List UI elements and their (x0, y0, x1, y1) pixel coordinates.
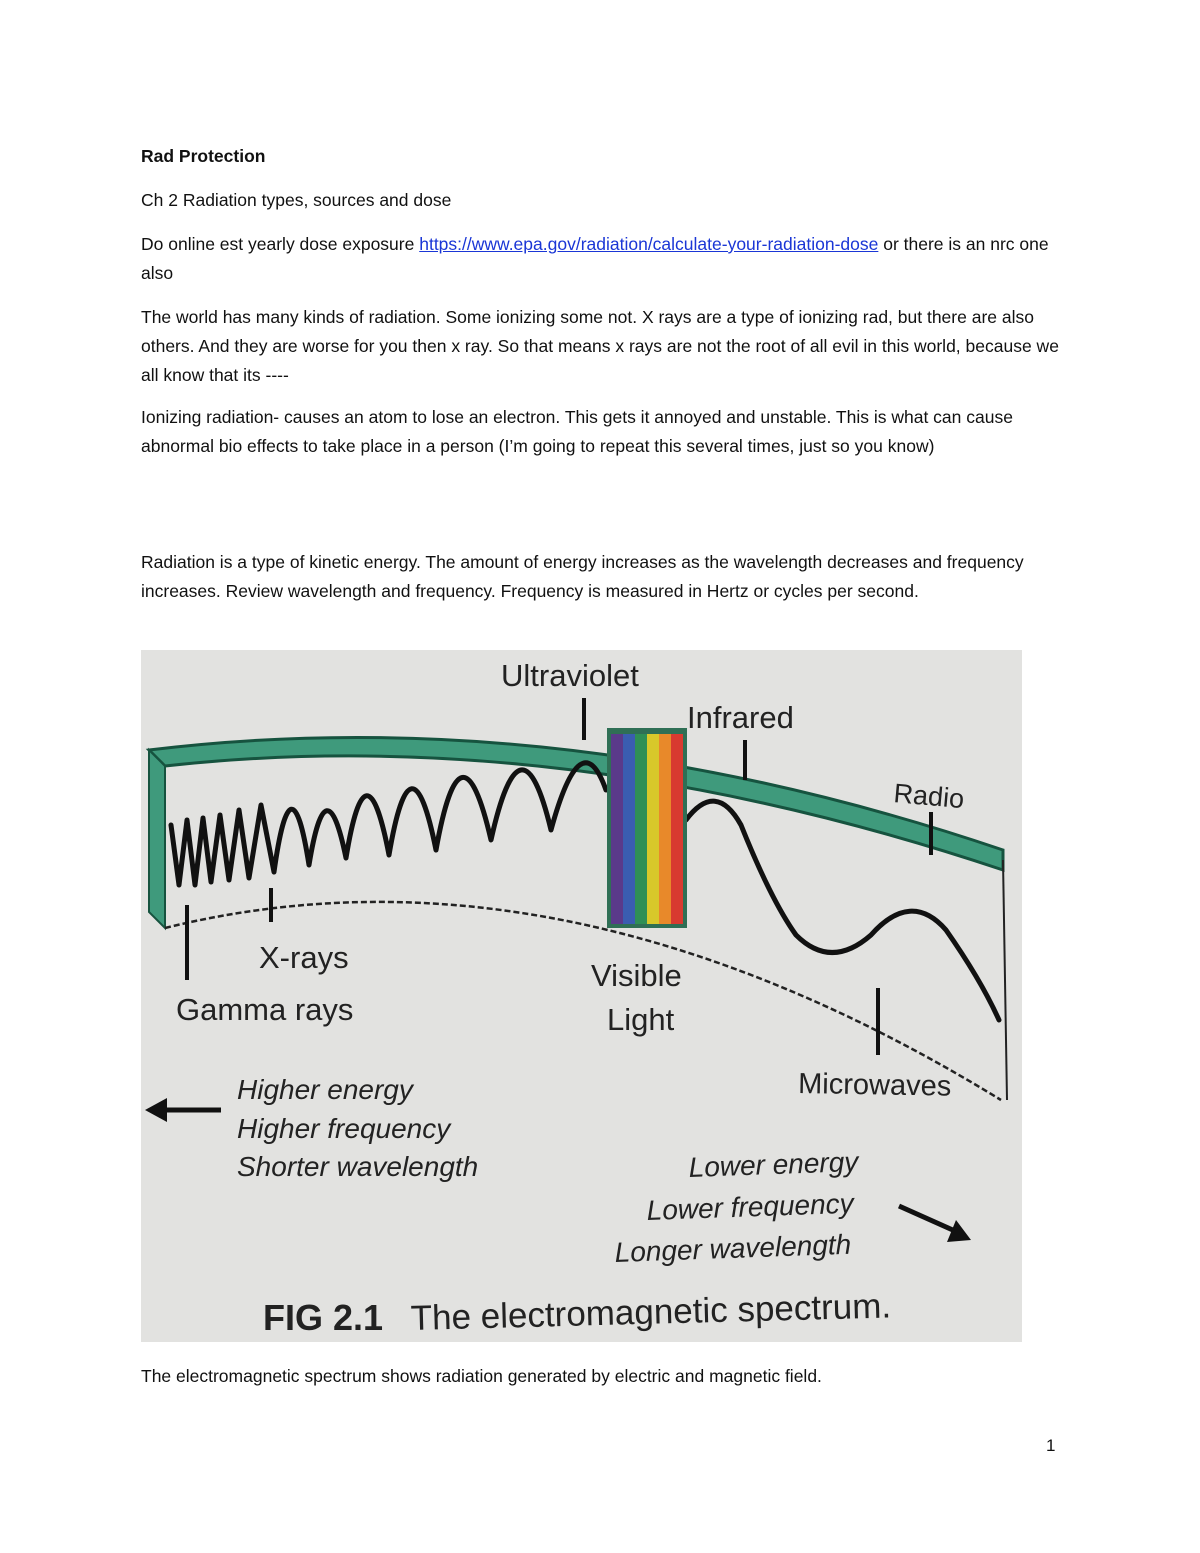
legend-left-2: Shorter wavelength (237, 1151, 479, 1182)
spectrum-band-side (149, 750, 165, 928)
label-visible: Visible (591, 958, 682, 993)
epa-dose-link[interactable]: https://www.epa.gov/radiation/calculate-your-radiation-dose (419, 234, 879, 254)
label-gamma-rays: Gamma rays (176, 992, 354, 1027)
label-xrays: X-rays (259, 940, 349, 975)
paragraph-dose-link (141, 230, 1071, 288)
paragraph-spectrum-caption: The electromagnetic spectrum shows radiation generated by electric and magnetic field. (141, 1366, 822, 1386)
doc-title: Rad Protection (141, 146, 266, 166)
arrow-right-down-icon (899, 1206, 971, 1242)
label-ultraviolet: Ultraviolet (501, 658, 639, 693)
arrow-left-icon (145, 1098, 221, 1122)
visible-light-rainbow (607, 728, 687, 928)
label-radio: Radio (892, 778, 966, 815)
spectrum-right-edge (1003, 860, 1007, 1100)
em-spectrum-figure (141, 650, 1022, 1342)
page-number: 1 (1046, 1436, 1056, 1455)
legend-right-0: Lower energy (688, 1146, 859, 1183)
paragraph-kinds-of-radiation: The world has many kinds of radiation. Some ionizing some not. X rays are a type of ionizing rad, but there are also others. And they are worse for you then x ray. So that means x rays are not the root of all evil in this world, because we all know that its ---- (141, 307, 1059, 385)
label-light: Light (607, 1002, 675, 1037)
paragraph-kinetic-energy: Radiation is a type of kinetic energy. The amount of energy increases as the wavelength decreases and frequency increases. Review wavelength and frequency. Frequency is measured in Hertz or cycles per second. (141, 552, 1024, 601)
label-infrared: Infrared (687, 700, 794, 735)
chapter-heading: Ch 2 Radiation types, sources and dose (141, 190, 452, 210)
paragraph-ionizing: Ionizing radiation- causes an atom to lose an electron. This gets it annoyed and unstable. This is what can cause abnormal bio effects to take place in a person (I’m going to repeat this several times, just so you know) (141, 407, 1013, 456)
fig-title: The electromagnetic spectrum. (410, 1286, 892, 1338)
legend-right-2: Longer wavelength (614, 1228, 852, 1268)
legend-left-0: Higher energy (237, 1074, 413, 1105)
wave-line (171, 763, 606, 885)
em-spectrum-diagram (141, 650, 1022, 1342)
legend-right-1: Lower frequency (646, 1187, 855, 1226)
paragraph-text: Do online est yearly dose exposure (141, 234, 420, 254)
fig-number: FIG 2.1 (263, 1297, 384, 1338)
legend-left-1: Higher frequency (237, 1113, 451, 1144)
label-microwaves: Microwaves (797, 1068, 952, 1103)
paragraph-text: or there is an nrc one also (141, 234, 1049, 283)
